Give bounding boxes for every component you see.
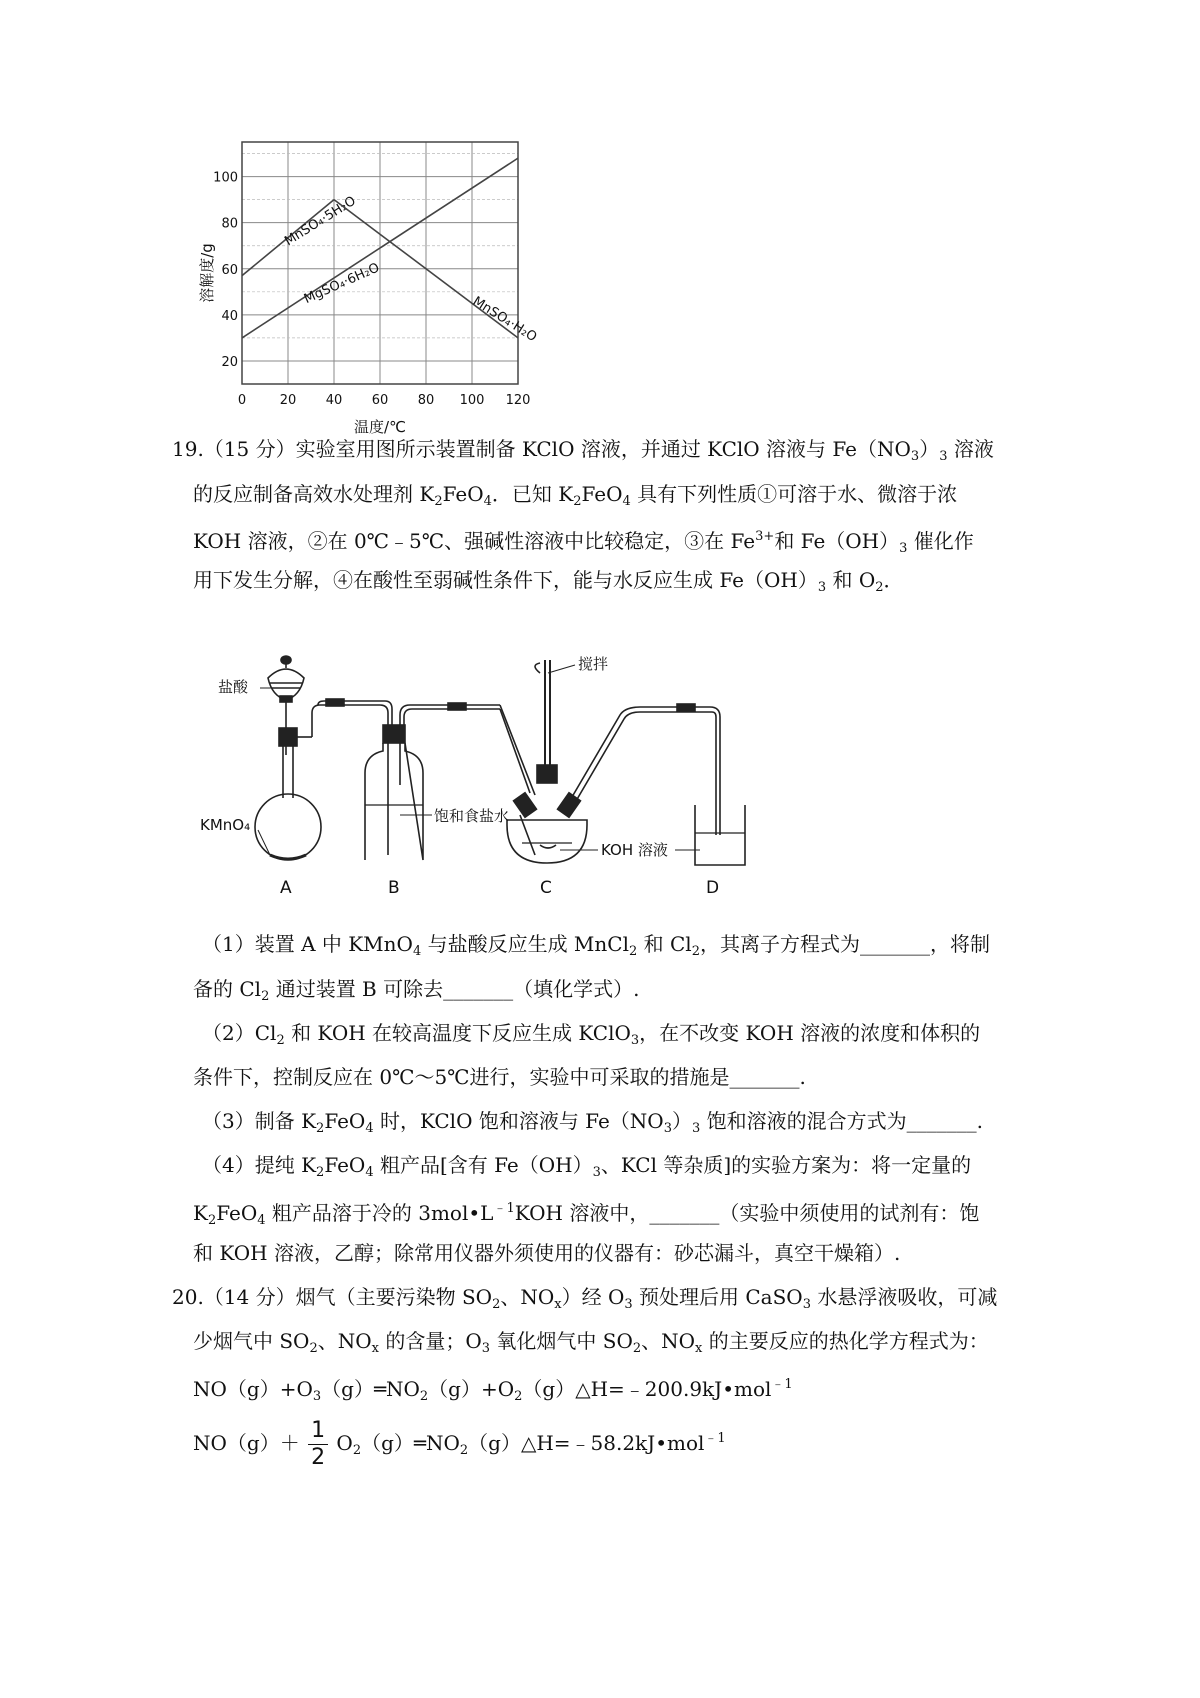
x-tick-label: 80 <box>417 393 435 408</box>
q19-part-line: （1）装置 A 中 KMnO$_4$ 与盐酸反应生成 MnCl$_2$ 和 $Cl_2$，其离子方程式为_______，将制 <box>202 932 990 959</box>
q20-line: 少烟气中 $SO_2$、$NO_x$ 的含量；$O_3$ 氧化烟气中 $SO_2$、$NO_x$ 的主要反应的热化学方程式为： <box>193 1329 989 1356</box>
x-tick-label: 20 <box>279 393 297 408</box>
q19-part-line: 和 KOH 溶液，乙醇；除常用仪器外须使用的仪器有：砂芯漏斗，真空干燥箱）. <box>193 1241 901 1265</box>
series-label: MgSO₄·6H₂O <box>301 260 382 307</box>
x-tick-label: 100 <box>459 393 485 408</box>
fraction-one-half <box>308 1418 328 1471</box>
q19-part-line: 备的 $Cl_2$ 通过装置 B 可除去_______（填化学式）. <box>193 977 640 1004</box>
y-tick-label: 100 <box>213 170 238 186</box>
q19-line: 的反应制备高效水处理剂 $K_2FeO_4$．已知 $K_2FeO_4$ 具有下列性质①可溶于水、微溶于浓 <box>193 482 958 509</box>
label-b: B <box>388 878 400 898</box>
y-tick-label: 40 <box>221 308 238 324</box>
tubing <box>312 699 392 729</box>
x-axis-label: 温度/℃ <box>354 418 406 436</box>
q19-part-line: 条件下，控制反应在 0℃～5℃进行，实验中可采取的措施是_______. <box>193 1065 806 1089</box>
label-kmno4: KMnO₄ <box>200 816 251 834</box>
y-tick-label: 80 <box>221 216 238 232</box>
y-tick-label: 60 <box>221 262 238 278</box>
x-tick-label: 60 <box>371 393 389 408</box>
eq2-suffix: $O_2(g)═NO_2(g)\triangle H=﹣58.2kJ•mol^{﹣1}$ <box>336 1431 726 1458</box>
wash-bottle-b <box>365 703 500 860</box>
q19-line: KOH 溶液，②在 0℃﹣5℃、强碱性溶液中比较稳定，③在 $Fe^{3+}$和 $Fe(OH)_3$ 催化作 <box>193 529 974 556</box>
q19-part-line: $(2)Cl_2$ 和 KOH 在较高温度下反应生成 KClO$_3$，在不改变 KOH 溶液的浓度和体积的 <box>202 1021 981 1048</box>
solubility-chart <box>198 140 595 470</box>
series-label: MnSO₄·5H₂O <box>282 193 359 250</box>
x-tick-label: 0 <box>237 393 247 408</box>
eq2-prefix: NO（g）＋ <box>193 1431 300 1455</box>
q20-line: 20.（14 分）烟气（主要污染物 $SO_2$、$NO_x$）经 $O_3$ 预处理后用 CaSO$_3$ 水悬浮液吸收，可减 <box>172 1285 998 1312</box>
q19-part-line: （4）提纯 $K_2FeO_4$ 粗产品[含有 $Fe(OH)_3$、KCl 等杂质]的实验方案为：将一定量的 <box>202 1153 972 1180</box>
fraction-numerator: 1 <box>308 1418 328 1445</box>
y-axis-label: 溶解度/g <box>198 243 216 303</box>
label-koh-solution: KOH 溶液 <box>601 841 668 859</box>
label-d: D <box>706 878 720 898</box>
separatory-funnel <box>268 656 304 710</box>
q19-line: 19.（15 分）实验室用图所示装置制备 KClO 溶液，并通过 KClO 溶液与 $Fe(NO_3)_3$ 溶液 <box>172 437 994 464</box>
q20-line: $NO(g)+O_3(g)═NO_2(g)+O_2(g)\triangle H=﹣200.9kJ•mol^{﹣1}$ <box>193 1377 793 1404</box>
q19-part-line: $K_2FeO_4$ 粗产品溶于冷的 $3mol•L^{﹣1}KOH$ 溶液中，_______（实验中须使用的试剂有：饱 <box>193 1201 980 1228</box>
y-tick-label: 20 <box>221 354 238 370</box>
label-saturated-brine: 饱和食盐水 <box>434 807 510 825</box>
apparatus-diagram <box>200 655 820 945</box>
label-hydrochloric-acid: 盐酸 <box>218 678 249 696</box>
label-stir: 搅拌 <box>578 655 609 673</box>
label-a: A <box>280 878 292 898</box>
series-label: MnSO₄·H₂O <box>469 294 540 346</box>
q19-line: 用下发生分解，④在酸性至弱碱性条件下，能与水反应生成 $Fe(OH)_3$ 和 $O_2$． <box>193 568 904 595</box>
x-tick-label: 120 <box>505 393 531 408</box>
label-c: C <box>540 878 552 898</box>
x-tick-label: 40 <box>325 393 343 408</box>
three-neck-flask-c <box>507 660 720 863</box>
q20-equation-2 <box>193 1418 726 1471</box>
fraction-denominator: 2 <box>311 1445 326 1470</box>
q19-part-line: （3）制备 $K_2FeO_4$ 时，KClO 饱和溶液与 $Fe(NO_3)_3$ 饱和溶液的混合方式为_______. <box>202 1109 983 1136</box>
flask-a <box>255 710 321 860</box>
